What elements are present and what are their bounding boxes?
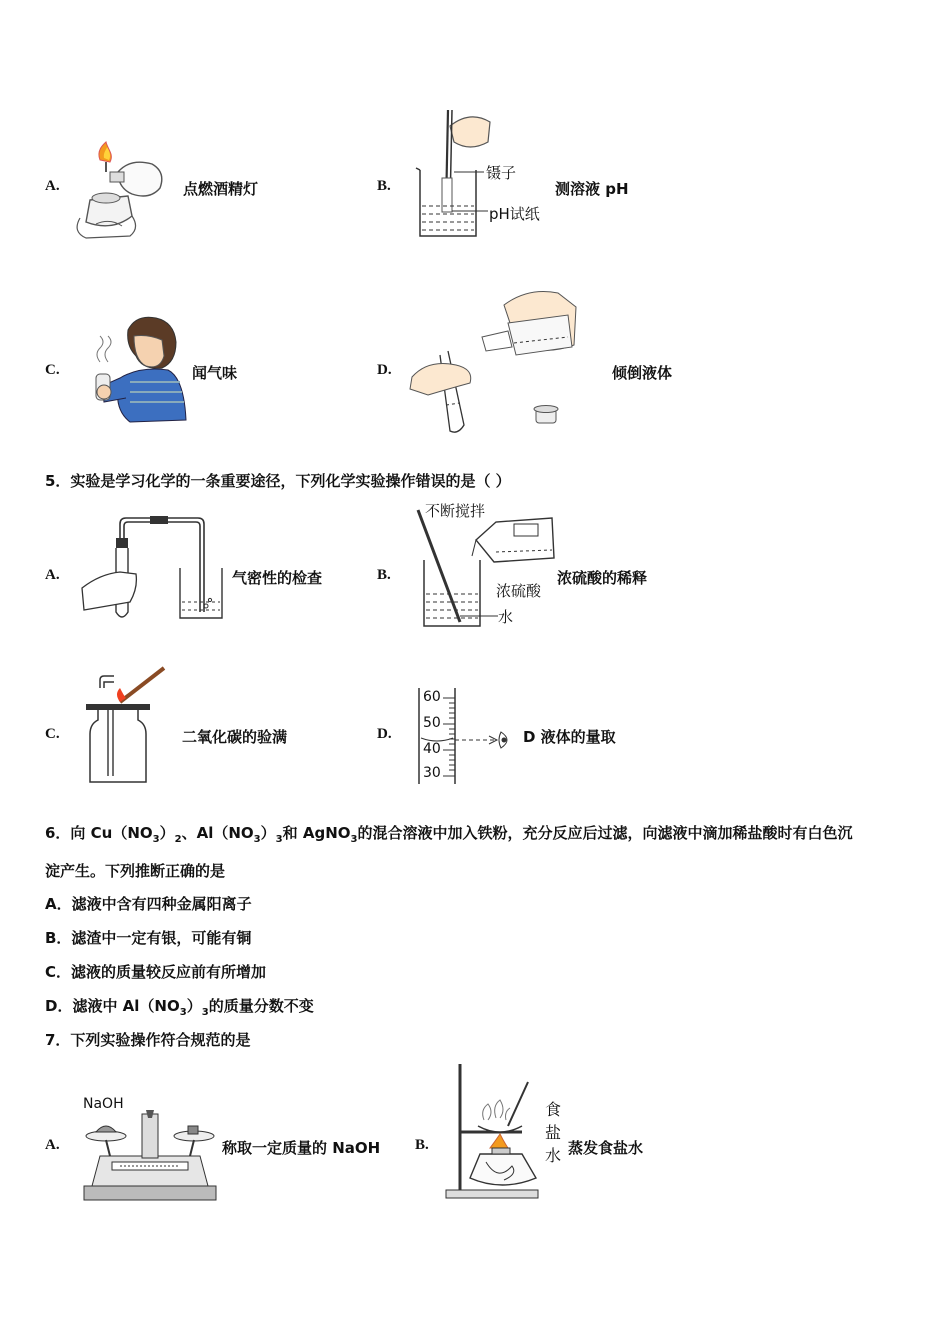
option-caption: 二氧化碳的验满 (182, 728, 288, 746)
option-caption: 倾倒液体 (612, 364, 673, 382)
pouring-liquid-figure (408, 285, 583, 435)
q6-option-a: A．滤液中含有四种金属阳离子 (45, 895, 252, 913)
option-caption: 气密性的检查 (232, 569, 323, 587)
option-caption: 闻气味 (192, 364, 238, 382)
co2-full-test-figure (80, 664, 180, 788)
balance-figure (80, 1108, 220, 1202)
option-caption: 蒸发食盐水 (568, 1139, 644, 1157)
conc-acid-label: 浓硫酸 (496, 582, 542, 600)
option-caption: 浓硫酸的稀释 (557, 569, 648, 587)
stir-label: 不断搅拌 (425, 502, 486, 520)
option-caption: 点燃酒精灯 (183, 180, 259, 198)
option-letter: C. (45, 362, 60, 378)
q6-option-d: D．滤液中 $Al(NO_3)_3$的质量分数不变 (45, 997, 314, 1018)
smelling-gas-figure (90, 310, 190, 428)
option-letter: B. (415, 1137, 429, 1153)
airtightness-check-figure (80, 512, 230, 627)
ph-paper-label: pH试纸 (489, 205, 540, 223)
q6-option-c: C．滤液的质量较反应前有所增加 (45, 963, 267, 981)
option-letter: A. (45, 1137, 60, 1153)
salt-label-1: 食 (545, 1100, 562, 1119)
tick-50: 50 (423, 715, 441, 731)
q6-stem-line2: 淀产生。下列推断正确的是 (45, 862, 226, 880)
naoh-label: NaOH (83, 1096, 124, 1112)
q6-stem-line1: 6．向 $Cu(NO_3)_2$、$Al(NO_3)_3$和 AgNO$_3$的混合溶液中加入铁粉，充分反应后过滤，向滤液中滴加稀盐酸时有白色沉 (45, 824, 853, 845)
salt-label-3: 水 (545, 1146, 562, 1165)
tick-30: 30 (423, 765, 441, 781)
option-letter: D. (377, 362, 392, 378)
option-caption: D 液体的量取 (523, 728, 616, 746)
tick-60: 60 (423, 689, 441, 705)
evaporation-figure (442, 1062, 542, 1202)
option-letter: B. (377, 178, 391, 194)
option-letter: D. (377, 726, 392, 742)
q5-stem: 5．实验是学习化学的一条重要途径，下列化学实验操作错误的是（ ） (45, 472, 511, 490)
option-caption: 测溶液 pH (555, 180, 629, 198)
option-letter: C. (45, 726, 60, 742)
q6-option-b: B．滤渣中一定有银，可能有铜 (45, 929, 252, 947)
option-letter: A. (45, 567, 60, 583)
tick-40: 40 (423, 741, 441, 757)
option-letter: B. (377, 567, 391, 583)
water-label: 水 (498, 608, 514, 626)
q7-stem: 7．下列实验操作符合规范的是 (45, 1031, 251, 1049)
option-letter: A. (45, 178, 60, 194)
alcohol-lamp-lighting-figure (70, 140, 170, 245)
salt-label-2: 盐 (545, 1123, 562, 1142)
tweezers-label: 镊子 (486, 164, 517, 182)
option-caption: 称取一定质量的 NaOH (222, 1139, 381, 1157)
